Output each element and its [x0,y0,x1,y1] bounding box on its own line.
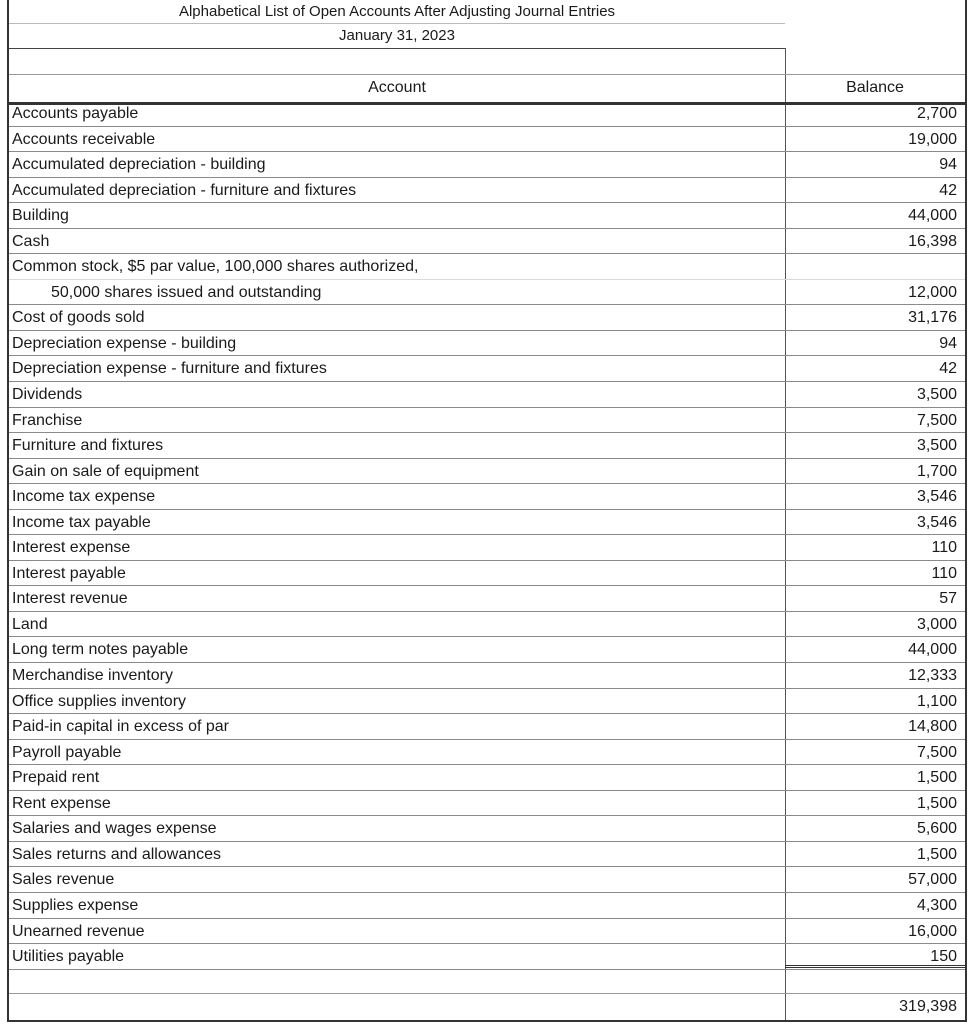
account-name: Payroll payable [12,743,122,761]
account-balance: 3,000 [916,615,957,633]
account-name: Interest payable [12,564,126,582]
account-name: Dividends [12,386,83,404]
account-name: Accounts payable [12,105,139,122]
account-balance: 57,000 [908,871,957,889]
table-row [9,101,965,127]
total-row [9,994,965,1021]
account-balance: 42 [939,181,957,199]
account-balance: 16,000 [908,922,957,940]
account-name: Sales revenue [12,871,115,889]
table-row [9,586,965,612]
table-row [9,535,965,561]
account-name: Depreciation expense - building [12,334,237,352]
account-balance: 110 [931,564,957,582]
table-row [9,280,965,306]
account-balance: 12,000 [908,283,957,301]
table-row [9,433,965,459]
account-balance: 4,300 [916,896,957,914]
account-name: Supplies expense [12,896,139,914]
account-name: Franchise [12,411,83,429]
blank-row [9,969,965,994]
account-column-header: Account [368,79,426,96]
account-balance: 3,546 [916,513,957,531]
table-row [9,382,965,408]
account-balance: 150 [930,948,957,966]
account-balance: 7,500 [916,743,957,761]
account-balance: 1,100 [916,692,957,710]
account-name: Building [12,207,69,225]
account-name: Prepaid rent [12,769,100,787]
account-name: Paid-in capital in excess of par [12,718,229,736]
account-name: Office supplies inventory [12,692,187,710]
table-row [9,510,965,536]
total-balance: 319,398 [899,998,957,1015]
account-balance: 3,500 [916,437,957,455]
account-name: Gain on sale of equipment [12,462,199,480]
table-row [9,459,965,485]
table-row [9,612,965,638]
table-row [9,408,965,434]
account-name: Income tax payable [12,513,151,531]
account-balance: 31,176 [908,309,957,327]
table-row [9,152,965,178]
account-balance: 2,700 [916,105,957,122]
report-title: Alphabetical List of Open Accounts After Adjusting Journal Entries [9,0,785,24]
table-row [9,561,965,587]
table-row [9,203,965,229]
account-name: Long term notes payable [12,641,189,659]
table-row [9,689,965,715]
account-name: Rent expense [12,794,111,812]
account-name: Accounts receivable [12,130,156,148]
account-balance: 42 [939,360,957,378]
accounts-sheet [7,0,967,1022]
table-row [9,740,965,766]
account-balance: 5,600 [916,820,957,838]
account-balance: 16,398 [908,232,957,250]
account-name: Accumulated depreciation - furniture and fixtures [12,181,357,199]
account-name: Cost of goods sold [12,309,145,327]
account-name: Interest revenue [12,590,128,608]
account-balance: 1,500 [916,845,957,863]
report-date: January 31, 2023 [339,27,455,44]
table-row [9,331,965,357]
table-row [9,919,965,945]
table-row [9,893,965,919]
account-list [9,101,965,970]
account-name: Income tax expense [12,488,156,506]
table-row [9,714,965,740]
account-name: Furniture and fixtures [12,437,164,455]
account-name: Merchandise inventory [12,667,173,685]
table-row [9,791,965,817]
table-row [9,127,965,153]
account-name: Accumulated depreciation - building [12,156,266,174]
table-row [9,663,965,689]
table-row [9,842,965,868]
table-row [9,816,965,842]
account-name: Depreciation expense - furniture and fixtures [12,360,327,378]
account-balance: 57 [939,590,957,608]
account-balance: 94 [939,334,957,352]
account-balance: 110 [931,539,957,557]
account-balance: 3,500 [916,386,957,404]
total-section [9,965,965,1022]
account-name: Land [12,615,48,633]
account-balance: 1,700 [916,462,957,480]
table-row [9,484,965,510]
account-name: Common stock, $5 par value, 100,000 shares authorized, [12,258,419,276]
table-row [9,305,965,331]
title-block [9,0,785,49]
account-balance: 12,333 [908,667,957,685]
total-rule [785,965,965,968]
table-row [9,356,965,382]
account-balance: 44,000 [908,641,957,659]
account-name: Sales returns and allowances [12,845,222,863]
account-balance: 94 [939,156,957,174]
account-balance: 19,000 [908,130,957,148]
account-name: Unearned revenue [12,922,145,940]
table-row [9,178,965,204]
account-balance: 3,546 [916,488,957,506]
account-balance: 44,000 [908,207,957,225]
table-row [9,229,965,255]
account-name: Interest expense [12,539,131,557]
account-name: Utilities payable [12,948,125,966]
account-balance: 1,500 [916,769,957,787]
account-balance: 1,500 [916,794,957,812]
account-balance: 14,800 [908,718,957,736]
table-row [9,765,965,791]
table-row [9,637,965,663]
table-row [9,254,965,280]
account-balance: 7,500 [916,411,957,429]
account-name: 50,000 shares issued and outstanding [51,283,322,301]
balance-column-header: Balance [846,79,904,96]
table-row [9,867,965,893]
account-name: Cash [12,232,50,250]
account-name: Salaries and wages expense [12,820,217,838]
